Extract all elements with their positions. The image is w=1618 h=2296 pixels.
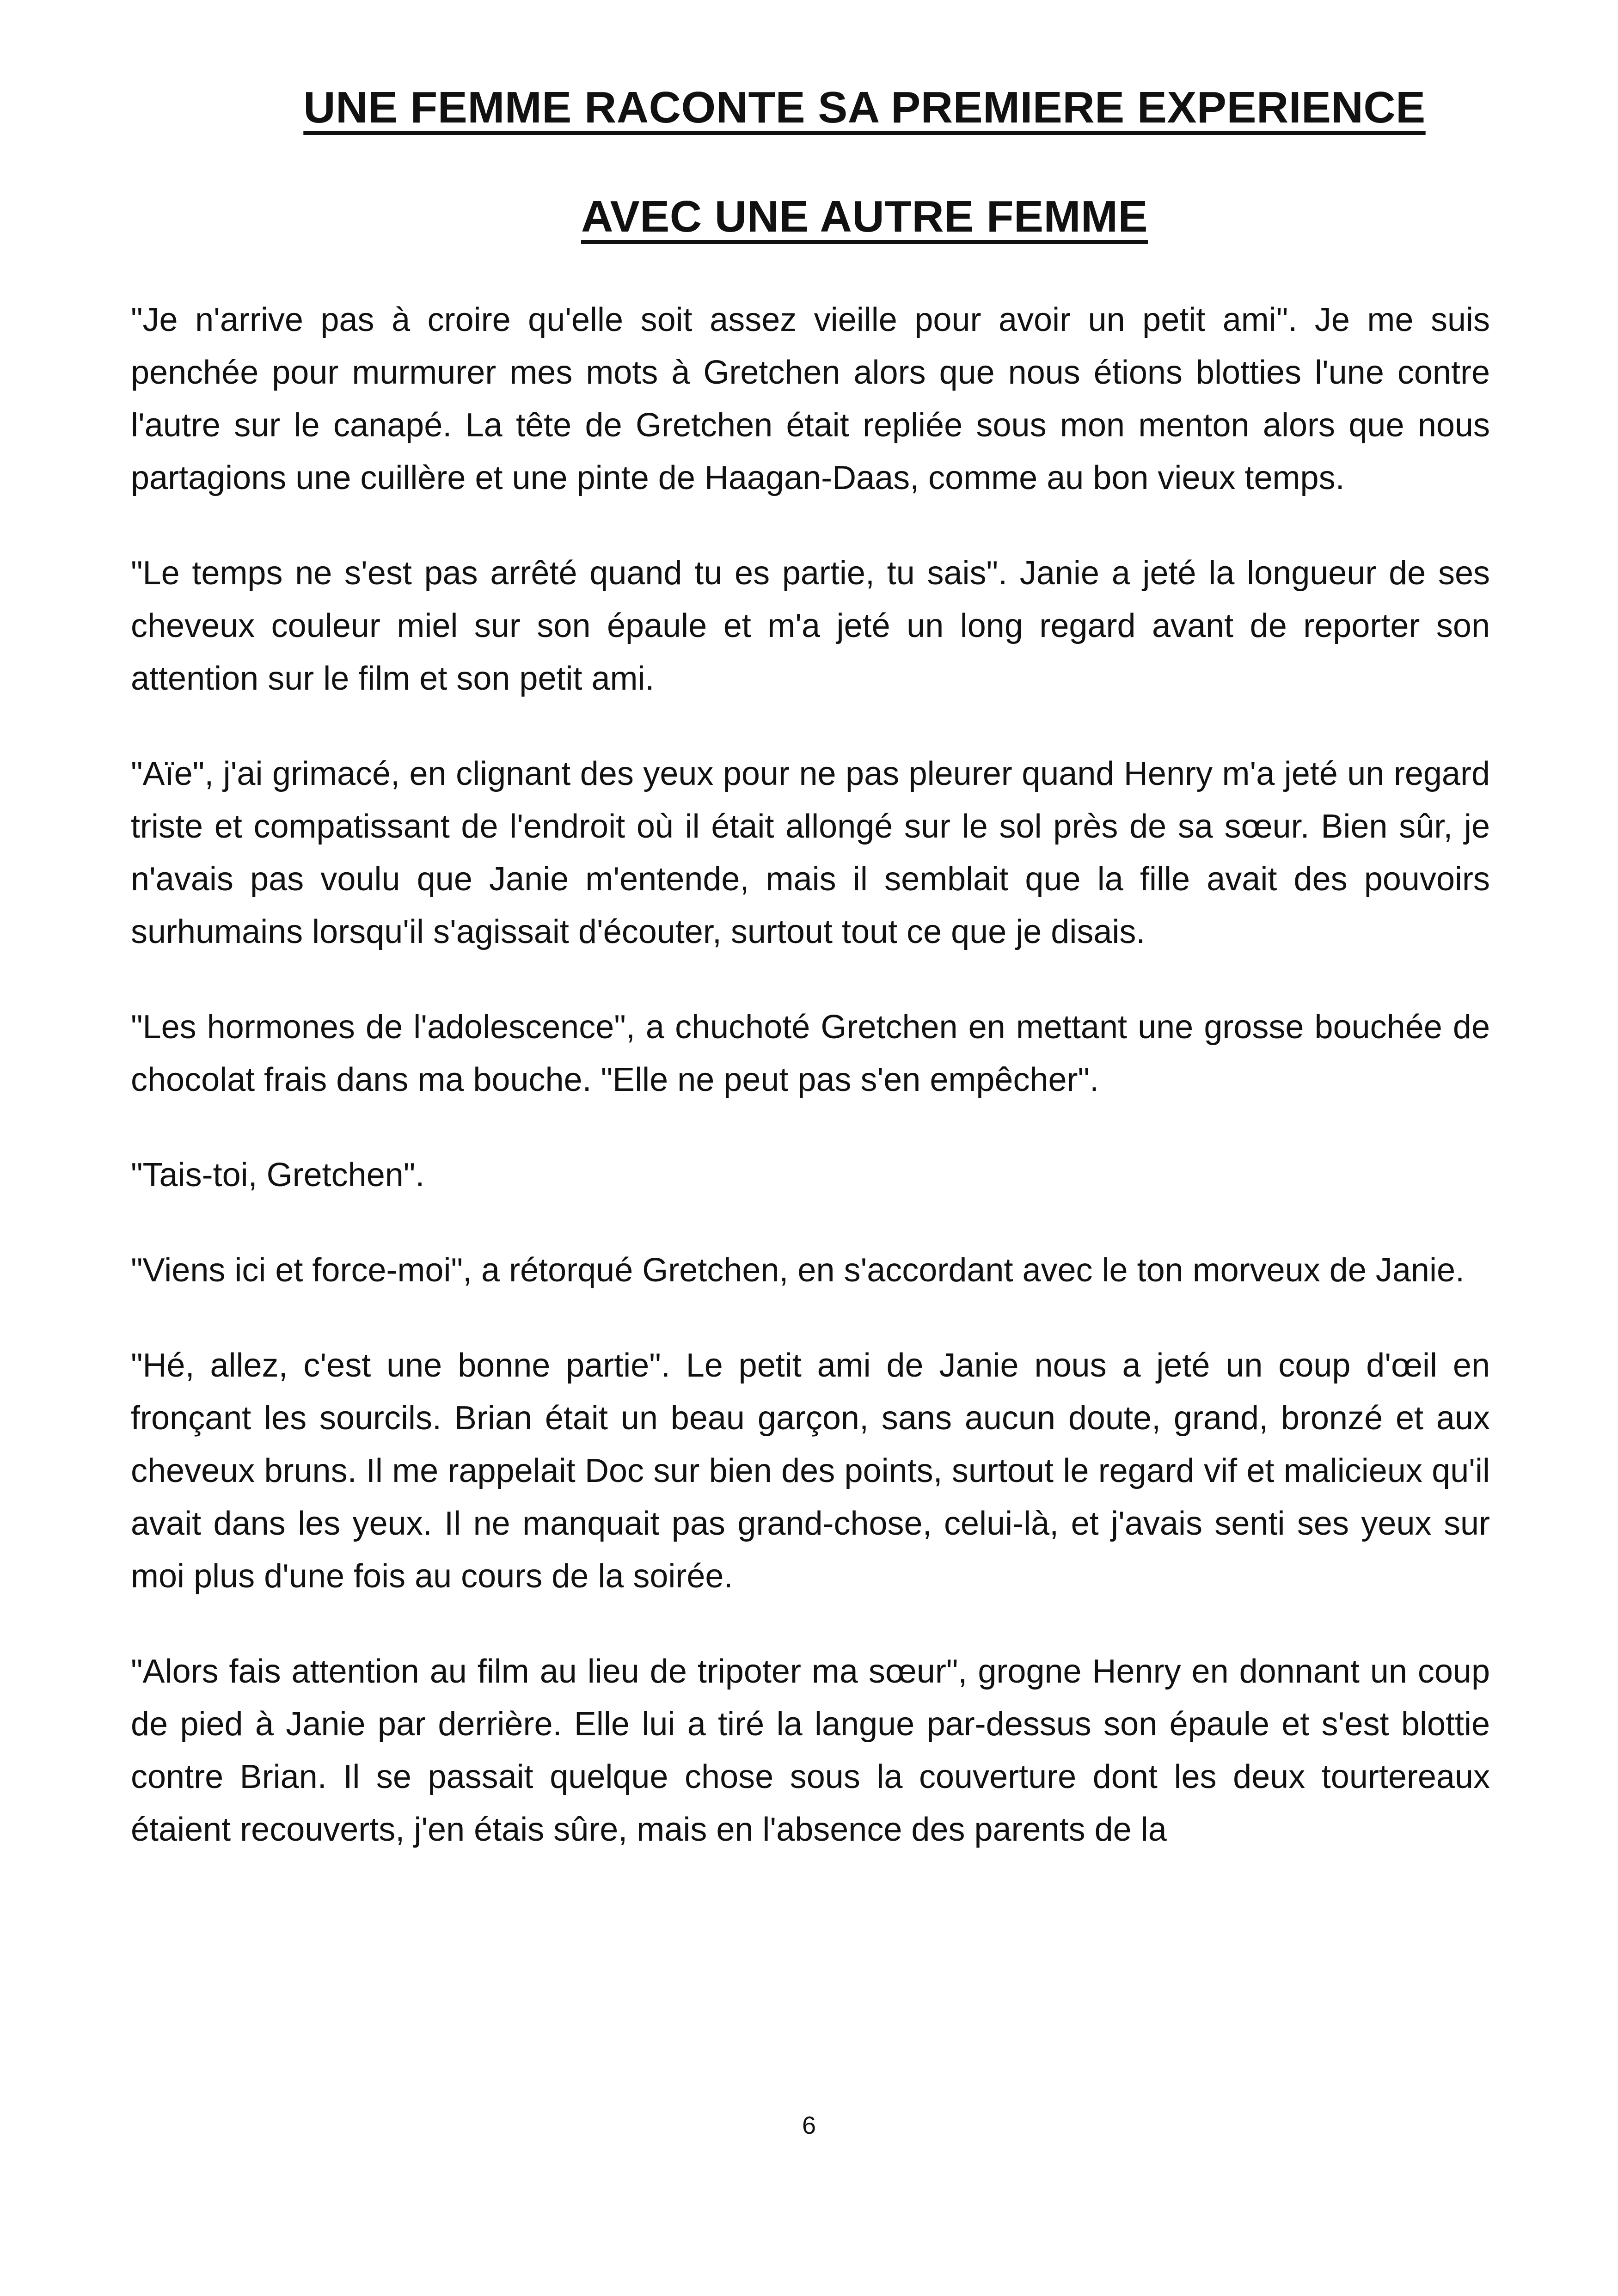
page-number: 6 [802,2112,816,2139]
paragraph: "Alors fais attention au film au lieu de tripoter ma sœur", grogne Henry en donnant un coup de pied à Janie par derrière. Elle lui a tiré la langue par-dessus son épaule et s'est blottie contre Brian. Il se passait quelque chose sous la couverture dont les deux tourtereaux étaient recouverts, j'en étais sûre, mais en l'absence des parents de la [131,1653,1490,1848]
body-text [131,294,1490,1898]
paragraph: "Le temps ne s'est pas arrêté quand tu es partie, tu sais". Janie a jeté la longueur de ses cheveux couleur miel sur son épaule et m'a jeté un long regard avant de reporter son attention sur le film et son petit ami. [131,555,1490,697]
paragraph: "Les hormones de l'adolescence", a chuchoté Gretchen en mettant une grosse bouchée de chocolat frais dans ma bouche. "Elle ne peut pas s'en empêcher". [131,1009,1490,1098]
paragraph: "Viens ici et force-moi", a rétorqué Gretchen, en s'accordant avec le ton morveux de Janie. [131,1252,1465,1289]
paragraph: "Aïe", j'ai grimacé, en clignant des yeux pour ne pas pleurer quand Henry m'a jeté un regard triste et compatissant de l'endroit où il était allongé sur le sol près de sa sœur. Bien sûr, je n'avais pas voulu que Janie m'entende, mais il semblait que la fille avait des pouvoirs surhumains lorsqu'il s'agissait d'écouter, surtout tout ce que je disais. [131,755,1490,950]
page-title [240,83,1489,241]
paragraph: "Hé, allez, c'est une bonne partie". Le petit ami de Janie nous a jeté un coup d'œil en fronçant les sourcils. Brian était un beau garçon, sans aucun doute, grand, bronzé et aux cheveux bruns. Il me rappelait Doc sur bien des points, surtout le regard vif et malicieux qu'il avait dans les yeux. Il ne manquait pas grand-chose, celui-là, et j'avais senti ses yeux sur moi plus d'une fois au cours de la soirée. [131,1347,1490,1595]
title-line-2: AVEC UNE AUTRE FEMME [581,192,1148,241]
paragraph: "Tais-toi, Gretchen". [131,1157,425,1194]
title-line-1: UNE FEMME RACONTE SA PREMIERE EXPERIENCE [303,83,1426,132]
paragraph: "Je n'arrive pas à croire qu'elle soit assez vieille pour avoir un petit ami". Je me suis penchée pour murmurer mes mots à Gretchen alors que nous étions blotties l'une contre l'autre sur le canapé. La tête de Gretchen était repliée sous mon menton alors que nous partagions une cuillère et une pinte de Haagan-Daas, comme au bon vieux temps. [131,301,1490,496]
